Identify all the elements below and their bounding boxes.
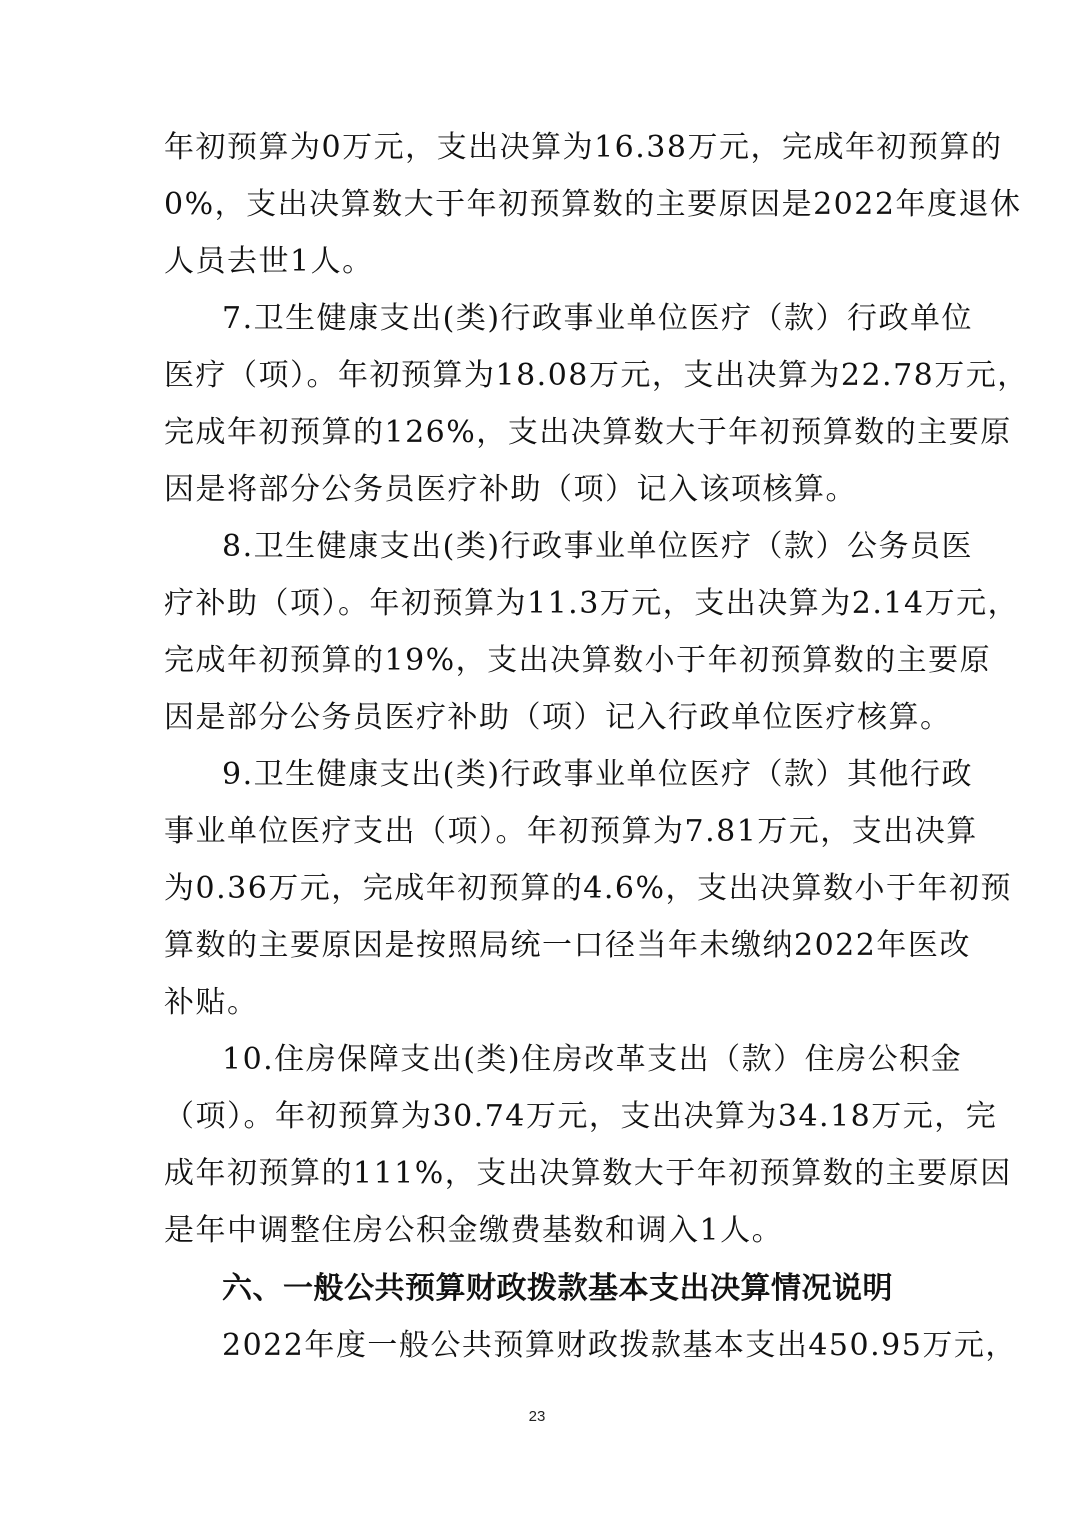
item-8-heading-line: 8.卫生健康支出(类)行政事业单位医疗（款）公务员医 bbox=[222, 529, 974, 564]
text-line: 因是将部分公务员医疗补助（项）记入该项核算。 bbox=[164, 472, 857, 507]
text-line: 完成年初预算的19%，支出决算数小于年初预算数的主要原 bbox=[164, 643, 992, 678]
text-line: 2022年度一般公共预算财政拨款基本支出450.95万元， bbox=[222, 1328, 1017, 1363]
item-9-heading-line: 9.卫生健康支出(类)行政事业单位医疗（款）其他行政 bbox=[222, 757, 974, 792]
text-line: 补贴。 bbox=[164, 985, 259, 1020]
text-line: 算数的主要原因是按照局统一口径当年未缴纳2022年医改 bbox=[164, 928, 971, 963]
item-10-heading-line: 10.住房保障支出(类)住房改革支出（款）住房公积金 bbox=[222, 1042, 963, 1077]
text-line: 疗补助（项）。年初预算为11.3万元，支出决算为2.14万元， bbox=[164, 586, 1020, 621]
text-line: 是年中调整住房公积金缴费基数和调入1人。 bbox=[164, 1213, 784, 1248]
page-number: 23 bbox=[528, 1408, 546, 1425]
text-line: 人员去世1人。 bbox=[164, 244, 374, 279]
text-line: 年初预算为0万元，支出决算为16.38万元，完成年初预算的 bbox=[164, 130, 1003, 165]
text-line: 完成年初预算的126%，支出决算数大于年初预算数的主要原 bbox=[164, 415, 1012, 450]
text-line: 医疗（项）。年初预算为18.08万元，支出决算为22.78万元， bbox=[164, 358, 1029, 393]
text-line: 事业单位医疗支出（项）。年初预算为7.81万元，支出决算 bbox=[164, 814, 978, 849]
text-line: （项）。年初预算为30.74万元，支出决算为34.18万元，完 bbox=[164, 1099, 998, 1134]
text-line: 因是部分公务员医疗补助（项）记入行政单位医疗核算。 bbox=[164, 700, 952, 735]
text-line: 成年初预算的111%，支出决算数大于年初预算数的主要原因 bbox=[164, 1156, 1012, 1191]
item-7-heading-line: 7.卫生健康支出(类)行政事业单位医疗（款）行政单位 bbox=[222, 301, 974, 336]
text-line: 0%，支出决算数大于年初预算数的主要原因是2022年度退休 bbox=[164, 187, 1022, 222]
section-heading: 六、一般公共预算财政拨款基本支出决算情况说明 bbox=[222, 1271, 893, 1306]
text-line: 为0.36万元，完成年初预算的4.6%，支出决算数小于年初预 bbox=[164, 871, 1013, 906]
